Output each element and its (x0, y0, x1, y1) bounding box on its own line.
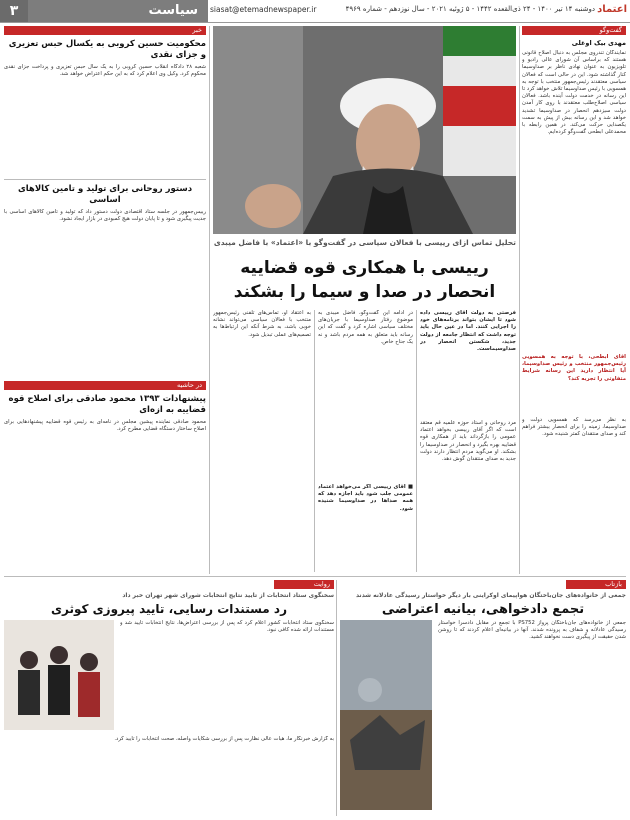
bottom-right-story (340, 580, 626, 816)
right-column (522, 26, 626, 574)
bottom-left-headline: رد مستندات رسایی، تایید پیروزی کوثری (51, 602, 287, 616)
news-body-1: شعبه ۲۸ دادگاه انقلاب حسین کروبی را به یک سال حبس تعزیری و پرداخت جزای نقدی محکوم کرد. وکیل وی اعلام کرد که به این حکم اعتراض خواهد شد. (4, 64, 206, 78)
main-headline-line1: رییسی با همکاری قوه قضاییه (240, 258, 489, 278)
portrait-icon (213, 26, 516, 234)
interview-answer: به نظر می‌رسد که همسویی دولت و صداوسیما، زمینه را برای انحصار بیشتر فراهم کند و صدای منتقدان کمتر شنیده شود. (522, 417, 626, 438)
news-headline-3: پیشنهادات ۱۳۹۳ محمود صادقی برای اصلاح قوه قضاییه به ازه‌ای (8, 394, 206, 415)
section-title: سیاست (28, 0, 208, 22)
bottom-right-body: جمعی از خانواده‌های جان‌باختگان پرواز PS752 با تجمع در مقابل دادسرا خواستار رسیدگی عادلانه و شفاف به پرونده شدند. آنها در بیانیه‌ای اعلام کردند که تا روشن شدن حقیقت از پیگیری دست نخواهند کشید. (438, 620, 626, 641)
interview-intro: نمایندگان تندروی مجلس به دنبال اصلاح قانونی هستند که براساس آن شورای عالی رادیو و تلویزیون به عنوان نهادی ناظر بر صداوسیما کنار گذاشته شود. این در حالی است که فعالان سیاسی معتقدند رئیس‌جمهور منتخب با توجه به همسویی با رئیس صداوسیما تلاش خواهد کرد تا این رسانه در خدمت دولت آینده باشد. فعالان سیاسی اصلاح‌طلب معتقدند با روی کار آمدن دولت سیزدهم انحصار در صداوسیما تشدید خواهد شد و این رسانه بیش از پیش به سمت یکصدایی حرکت می‌کند. در همین رابطه با محمدعلی ابطحی گفت‌وگو کرده‌ایم. (522, 50, 626, 136)
issue-date: دوشنبه ۱۴ تیر ۱۴۰۰ - ۲۴ ذی‌القعده ۱۴۴۲ - ۵ ژوئیه ۲۰۲۱ - سال نوزدهم - شماره ۴۹۶۹ (345, 5, 595, 13)
bottom-left-body-2: به گزارش خبرنگار ما، هیات عالی نظارت پس از بررسی شکایات واصله، صحت انتخابات را تایید کرد. (114, 736, 334, 742)
section-email: siasat@etemadnewspaper.ir (210, 5, 317, 14)
bottom-left-story (4, 580, 334, 816)
news-body-2: رییس‌جمهور در جلسه ستاد اقتصادی دولت دستور داد که تولید و تامین کالاهای اساسی با جدیت پیگیری شود و تا پایان دولت هیچ کمبودی در بازار ایجاد نشود. (4, 209, 206, 223)
newspaper-logo: اعتماد (597, 4, 627, 15)
news-headline-2: دستور روحانی برای تولید و تامین کالاهای اساسی (17, 184, 193, 205)
bottom-left-tag: روایت (274, 580, 334, 589)
author-name: مهدی بیک اوغلی (571, 39, 626, 47)
main-headline-line2: انحصار در صدا و سیما را بشکند (233, 282, 496, 302)
bottom-left-kicker: سخنگوی ستاد انتخابات از تایید نتایج انتخابات شورای شهر تهران خبر داد (122, 592, 334, 599)
main-intro: فرصتی به دولت آقای رییسی داده شود تا ایشان بتواند برنامه‌های خود را اجرایی کنند. اما در عین حال باید توجه داشت که انتظار جامعه از دولت جدید، شکستن انحصار در صداوسیماست. (420, 310, 516, 353)
news-headline-1: محکومیت حسین کروبی به یکسال حبس تعزیری و جزای نقدی (8, 39, 206, 60)
main-kicker: تحلیل تماس از‌ای رییسی با فعالان سیاسی در گفت‌وگو با «اعتماد» با فاضل میبدی (213, 238, 516, 247)
bottom-right-headline: تجمع دادخواهی، بیانیه اعتراضی (381, 602, 585, 617)
main-column-c: به اعتقاد او، تماس‌های تلفنی رئیس‌جمهور منتخب با فعالان سیاسی می‌تواند نشانه خوبی باشد، به شرط آنکه این ارتباط‌ها به تصمیم‌های عملی تبدیل شود. (213, 310, 311, 338)
left-tag-2: در حاشیه (4, 381, 206, 390)
page-number: ۳ (0, 0, 28, 22)
main-column-a: مرد روحانی و استاد حوزه علمیه قم معتقد است که اگر آقای رییسی بخواهد اعتماد عمومی را بازگرداند باید از همکاری قوه قضاییه بهره بگیرد و انحصار در صداوسیما را بشکند. او می‌گوید مردم انتظار دارند دولت جدید به صدای منتقدان گوش دهد. (420, 420, 516, 463)
bottom-right-tag: بازتاب (566, 580, 626, 589)
main-column-b: در ادامه این گفت‌وگو، فاضل میبدی به موضوع رفتار صداوسیما با جریان‌های مختلف سیاسی اشاره کرد و گفت که این رسانه باید متعلق به همه مردم باشد و نه یک جناح خاص. (318, 310, 413, 345)
interview-question: آقای ابطحی، با توجه به همسویی رئیس‌جمهور منتخب و رئیس صداوسیما، آیا انتظار دارید این رسانه شرایط متفاوتی را تجربه کند؟ (522, 354, 626, 382)
main-photo (213, 26, 516, 234)
page-header (0, 0, 630, 23)
left-column (4, 26, 206, 574)
crash-photo (340, 620, 432, 810)
crowd-icon (4, 620, 114, 730)
election-photo (4, 620, 114, 730)
bottom-left-body: سخنگوی ستاد انتخابات کشور اعلام کرد که پس از بررسی اعتراض‌ها، نتایج انتخابات تایید شد و مستندات ارائه شده کافی نبود. (120, 620, 334, 634)
main-highlight: ■ آقای رییسی اگر می‌خواهد اعتماد عمومی جلب شود باید اجازه دهد که همه صداها در صداوسیما شنیده شود. (318, 484, 413, 512)
crash-site-icon (340, 620, 432, 810)
left-tag: خبر (4, 26, 206, 35)
bottom-right-kicker: جمعی از خانواده‌های جان‌باختگان هواپیمای اوکراینی بار دیگر خواستار رسیدگی عادلانه شدند (355, 592, 626, 599)
column-tag: گفت‌وگو (522, 26, 626, 35)
news-body-3: محمود صادقی نماینده پیشین مجلس در نامه‌ای به رئیس قوه قضاییه پیشنهادهایی برای اصلاح ساختار دستگاه قضایی مطرح کرد. (4, 419, 206, 433)
